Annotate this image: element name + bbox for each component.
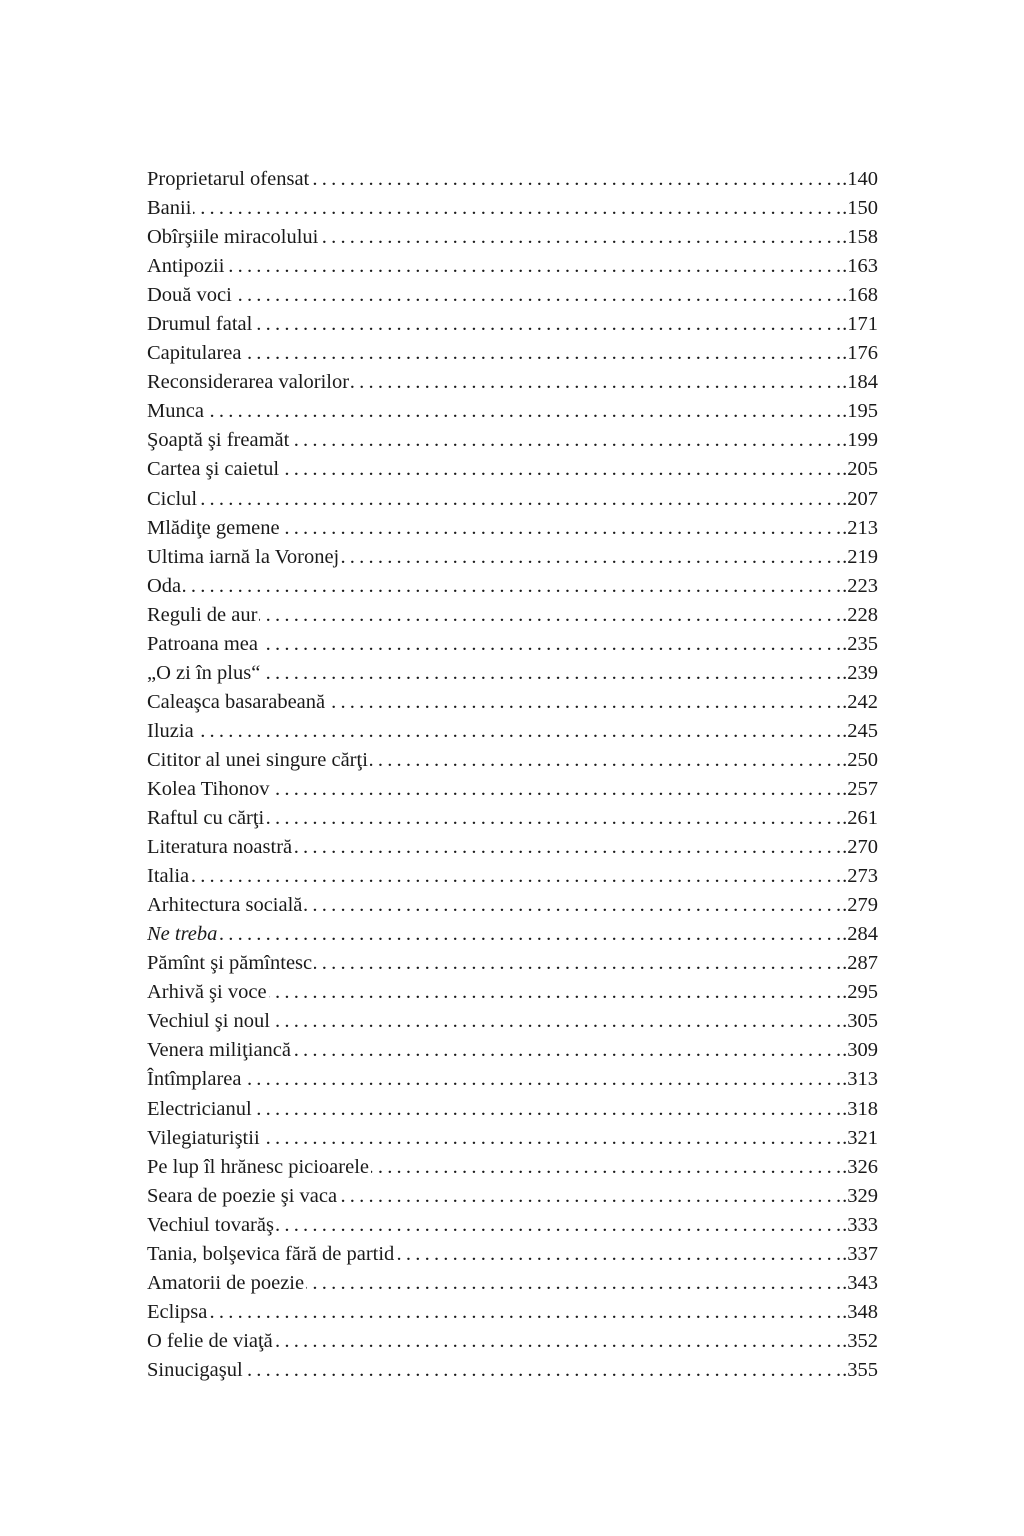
- toc-entry: [147, 1240, 878, 1269]
- toc-entry-title: Tania, bolşevica fără de partid: [147, 1242, 395, 1265]
- toc-entry-page-number: .295: [842, 981, 878, 1004]
- toc-entry: [147, 1036, 878, 1065]
- toc-entry: [147, 746, 878, 775]
- toc-entry-page-number: .223: [842, 574, 878, 597]
- toc-entry-page-number: .270: [842, 836, 878, 859]
- toc-entry-page-number: .313: [842, 1068, 878, 1091]
- dot-leader: [341, 543, 841, 572]
- toc-entry-title: Seara de poezie şi vaca: [147, 1184, 338, 1207]
- toc-entry-title: Sinucigaşul: [147, 1358, 243, 1381]
- dot-leader: [209, 1298, 841, 1327]
- toc-entry-page-number: .150: [842, 197, 878, 220]
- toc-entry-title: Proprietarul ofensat: [147, 168, 310, 190]
- toc-entry-title: Obîrşiile miracolului: [147, 226, 319, 249]
- toc-entry-page-number: .171: [842, 313, 878, 336]
- toc-entry: [147, 485, 878, 514]
- dot-leader: [282, 514, 841, 543]
- toc-entry: [147, 862, 878, 891]
- toc-entry-page-number: .287: [842, 952, 878, 975]
- dot-leader: [266, 804, 841, 833]
- toc-entry-page-number: .355: [842, 1358, 878, 1381]
- toc-entry: [147, 1356, 878, 1385]
- dot-leader: [371, 1153, 841, 1182]
- toc-entry-page-number: .228: [842, 603, 878, 626]
- dot-leader: [275, 1327, 841, 1356]
- toc-entry-title: Ciclul: [147, 487, 198, 510]
- dot-leader: [294, 833, 841, 862]
- toc-entry-page-number: .140: [842, 168, 878, 190]
- toc-entry-page-number: .242: [842, 690, 878, 713]
- toc-entry-page-number: .333: [842, 1213, 878, 1236]
- toc-entry-title: Amatorii de poezie: [147, 1271, 305, 1294]
- toc-entry-title: Două voci: [147, 284, 232, 307]
- dot-leader: [226, 252, 841, 281]
- toc-entry-title: Vilegiaturiştii: [147, 1126, 260, 1149]
- dot-leader: [191, 862, 841, 891]
- dot-leader: [269, 978, 842, 1007]
- dot-leader: [327, 688, 841, 717]
- toc-entry-page-number: .321: [842, 1126, 878, 1149]
- dot-leader: [243, 339, 841, 368]
- toc-entry-page-number: .205: [842, 458, 878, 481]
- toc-entry-page-number: .273: [842, 865, 878, 888]
- toc-entry-page-number: .352: [842, 1329, 878, 1352]
- dot-leader: [206, 397, 841, 426]
- dot-leader: [262, 659, 841, 688]
- dot-leader: [199, 485, 841, 514]
- dot-leader: [193, 194, 841, 223]
- dot-leader: [276, 1211, 841, 1240]
- toc-entry-title: Electricianul: [147, 1097, 252, 1120]
- toc-entry-page-number: .250: [842, 748, 878, 771]
- dot-leader: [293, 1036, 841, 1065]
- dot-leader: [234, 281, 841, 310]
- toc-entry-title: Capitularea: [147, 342, 242, 365]
- toc-entry: [147, 572, 878, 601]
- dot-leader: [245, 1356, 841, 1385]
- dot-leader: [196, 717, 841, 746]
- toc-entry: [147, 775, 878, 804]
- toc-entry: [147, 804, 878, 833]
- toc-entry-title: Iluzia: [147, 719, 194, 742]
- dot-leader: [271, 775, 841, 804]
- toc-entry-page-number: .261: [842, 807, 878, 830]
- toc-entry: [147, 165, 878, 194]
- toc-entry-title: Caleaşca basarabeană: [147, 690, 326, 713]
- toc-entry: [147, 455, 878, 484]
- toc-entry: [147, 920, 878, 949]
- toc-entry: [147, 1298, 878, 1327]
- toc-entry: [147, 339, 878, 368]
- toc-entry: [147, 310, 878, 339]
- toc-entry-title: Cititor al unei singure cărţi: [147, 748, 368, 771]
- toc-entry-page-number: .163: [842, 255, 878, 278]
- toc-entry-page-number: .343: [842, 1271, 878, 1294]
- toc-entry-title: Reguli de aur: [147, 603, 258, 626]
- toc-entry: [147, 688, 878, 717]
- toc-entry-title: Eclipsa: [147, 1300, 208, 1323]
- toc-entry: [147, 1211, 878, 1240]
- toc-entry-title: Literatura noastră: [147, 836, 293, 859]
- dot-leader: [254, 1095, 841, 1124]
- dot-leader: [314, 949, 841, 978]
- toc-entry-page-number: .207: [842, 487, 878, 510]
- toc-entry-page-number: .239: [842, 661, 878, 684]
- toc-entry-page-number: .176: [842, 342, 878, 365]
- toc-entry-page-number: .329: [842, 1184, 878, 1207]
- toc-entry: [147, 397, 878, 426]
- toc-entry-title: O felie de viaţă: [147, 1329, 273, 1352]
- dot-leader: [311, 165, 841, 194]
- dot-leader: [304, 891, 841, 920]
- toc-entry-title: Reconsiderarea valorilor: [147, 371, 350, 394]
- toc-entry-page-number: .235: [842, 632, 878, 655]
- toc-entry-page-number: .213: [842, 516, 878, 539]
- toc-entry-title: Arhitectura socială: [147, 894, 303, 917]
- toc-entry-page-number: .318: [842, 1097, 878, 1120]
- toc-entry: [147, 426, 878, 455]
- dot-leader: [320, 223, 841, 252]
- toc-entry-title: Banii: [147, 197, 192, 220]
- toc-entry-title: Vechiul tovarăş: [147, 1213, 274, 1236]
- dot-leader: [183, 572, 841, 601]
- table-of-contents: [147, 165, 878, 1385]
- dot-leader: [281, 455, 841, 484]
- toc-entry: [147, 223, 878, 252]
- dot-leader: [260, 630, 841, 659]
- toc-entry-title: Raftul cu cărţi: [147, 807, 265, 830]
- toc-entry-title: „O zi în plus“: [147, 661, 261, 684]
- toc-entry: [147, 368, 878, 397]
- toc-entry-title: Italia: [147, 865, 190, 888]
- toc-entry-title: Antipozii: [147, 255, 225, 278]
- toc-entry-page-number: .158: [842, 226, 878, 249]
- toc-entry-title: Mlădiţe gemene: [147, 516, 280, 539]
- toc-entry: [147, 717, 878, 746]
- toc-entry-title: Pămînt şi pămîntesc: [147, 952, 313, 975]
- toc-entry-title: Patroana mea: [147, 632, 258, 655]
- dot-leader: [262, 1124, 841, 1153]
- toc-entry: [147, 194, 878, 223]
- toc-entry-title: Ultima iarnă la Voronej: [147, 545, 340, 568]
- toc-entry: [147, 630, 878, 659]
- toc-entry-title: Pe lup îl hrănesc picioarele: [147, 1155, 369, 1178]
- dot-leader: [306, 1269, 841, 1298]
- dot-leader: [351, 368, 841, 397]
- toc-entry-page-number: .168: [842, 284, 878, 307]
- dot-leader: [219, 920, 841, 949]
- toc-entry: [147, 659, 878, 688]
- toc-entry: [147, 252, 878, 281]
- toc-entry-page-number: .279: [842, 894, 878, 917]
- toc-entry: [147, 833, 878, 862]
- toc-entry-page-number: .199: [842, 429, 878, 452]
- toc-entry-title: Vechiul şi noul: [147, 1010, 270, 1033]
- toc-entry: [147, 1269, 878, 1298]
- toc-entry-page-number: .245: [842, 719, 878, 742]
- toc-entry-title: Cartea şi caietul: [147, 458, 280, 481]
- dot-leader: [243, 1065, 841, 1094]
- toc-entry-page-number: .195: [842, 400, 878, 423]
- dot-leader: [254, 310, 841, 339]
- toc-entry-page-number: .219: [842, 545, 878, 568]
- dot-leader: [339, 1182, 841, 1211]
- toc-entry-page-number: .284: [842, 923, 878, 946]
- toc-entry-page-number: .309: [842, 1039, 878, 1062]
- toc-entry: [147, 1153, 878, 1182]
- toc-entry: [147, 949, 878, 978]
- dot-leader: [396, 1240, 841, 1269]
- toc-entry-title: Arhivă şi voce: [147, 981, 267, 1004]
- toc-entry-page-number: .184: [842, 371, 878, 394]
- toc-entry-page-number: .326: [842, 1155, 878, 1178]
- toc-entry: [147, 1124, 878, 1153]
- toc-entry: [147, 1007, 878, 1036]
- toc-entry-page-number: .348: [842, 1300, 878, 1323]
- toc-entry-page-number: .337: [842, 1242, 878, 1265]
- dot-leader: [370, 746, 841, 775]
- toc-entry: [147, 601, 878, 630]
- dot-leader: [259, 601, 841, 630]
- toc-entry-title: Oda: [147, 574, 182, 597]
- dot-leader: [291, 426, 841, 455]
- toc-entry: [147, 978, 878, 1007]
- dot-leader: [272, 1007, 841, 1036]
- toc-entry: [147, 1065, 878, 1094]
- toc-entry-page-number: .257: [842, 777, 878, 800]
- toc-entry-title: Venera miliţiancă: [147, 1039, 292, 1062]
- toc-entry-title: Ne treba: [147, 923, 218, 946]
- toc-entry: [147, 1095, 878, 1124]
- toc-entry: [147, 281, 878, 310]
- toc-entry-title: Şoaptă şi freamăt: [147, 429, 290, 452]
- toc-entry: [147, 1182, 878, 1211]
- toc-entry: [147, 1327, 878, 1356]
- toc-entry-page-number: .305: [842, 1010, 878, 1033]
- toc-entry: [147, 514, 878, 543]
- toc-entry: [147, 543, 878, 572]
- toc-entry-title: Întîmplarea: [147, 1068, 242, 1091]
- toc-entry-title: Drumul fatal: [147, 313, 253, 336]
- toc-entry: [147, 891, 878, 920]
- toc-entry-title: Kolea Tihonov: [147, 777, 270, 800]
- toc-entry-title: Munca: [147, 400, 204, 423]
